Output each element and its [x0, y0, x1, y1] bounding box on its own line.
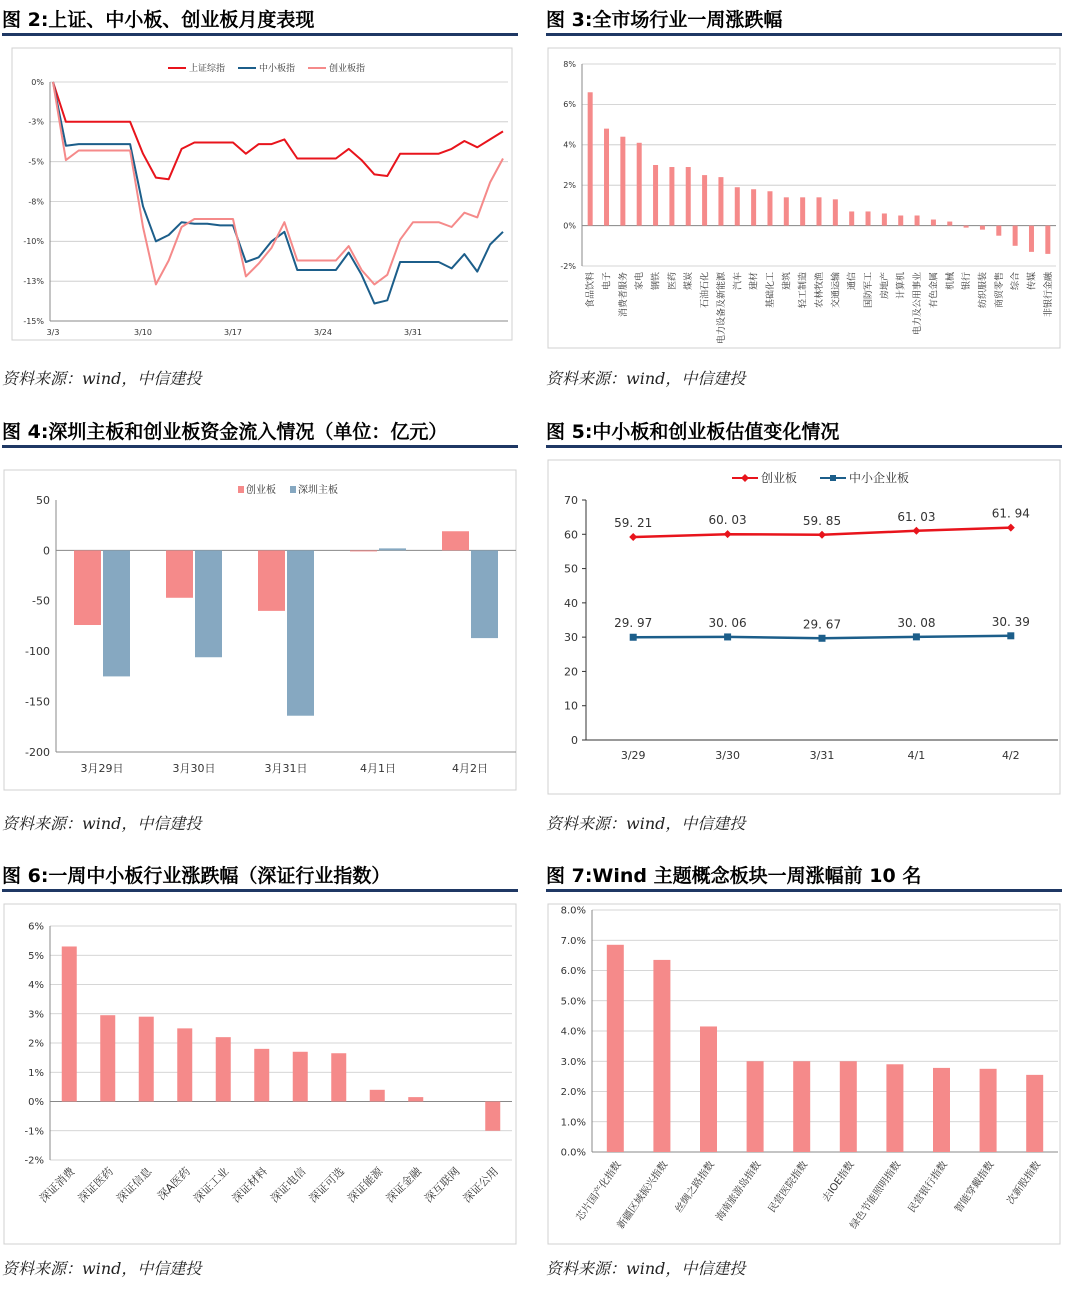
bar: [1029, 226, 1034, 252]
figure-7-panel: [546, 862, 1062, 1287]
y-tick-label: 50: [564, 562, 578, 576]
bar: [886, 1064, 903, 1152]
x-tick-label: 3月31日: [264, 762, 308, 775]
bar: [980, 1069, 997, 1152]
x-tick-label: 计算机: [896, 272, 907, 300]
data-point: [724, 530, 732, 538]
bar: [620, 137, 625, 226]
bar: [370, 1090, 385, 1102]
bar: [964, 226, 969, 228]
data-point: [1007, 632, 1014, 639]
figure-3-chart: [546, 46, 1062, 351]
bar-shenzhen-main: [195, 550, 222, 657]
bar: [817, 197, 822, 225]
y-tick-label: 1.0%: [560, 1117, 586, 1129]
bar: [588, 92, 593, 225]
bar: [767, 191, 772, 225]
x-tick-label: 深证信息: [114, 1164, 155, 1206]
bar: [751, 189, 756, 225]
x-tick-label: 石油石化: [700, 272, 711, 309]
x-tick-label: 深证医药: [75, 1164, 116, 1206]
bar: [931, 220, 936, 226]
x-tick-label: 3月30日: [172, 762, 216, 775]
bar: [331, 1053, 346, 1101]
bar: [718, 177, 723, 225]
y-tick-label: 1%: [28, 1067, 44, 1079]
figure-6-panel: [2, 862, 518, 1287]
x-tick-label: 煤炭: [684, 272, 695, 291]
bar: [607, 945, 624, 1152]
bar: [793, 1061, 810, 1152]
x-tick-label: 智能穿戴指数: [953, 1159, 997, 1215]
bar-chuangye: [74, 550, 101, 625]
y-tick-label: 4.0%: [560, 1026, 586, 1038]
x-tick-label: 深证能源: [345, 1164, 386, 1206]
chart-frame: [12, 48, 512, 340]
y-tick-label: 8%: [563, 59, 576, 69]
x-tick-label: 医药: [667, 272, 678, 291]
data-point: [913, 633, 920, 640]
y-tick-label: 7.0%: [560, 935, 586, 947]
x-tick-label: 4月2日: [452, 762, 488, 775]
y-tick-label: 0%: [31, 77, 44, 87]
bar: [653, 960, 670, 1152]
x-tick-label: 深证消费: [37, 1164, 78, 1206]
x-tick-label: 次新股指数: [1005, 1159, 1044, 1207]
legend-marker: [830, 475, 836, 481]
legend-label: 中小板指: [259, 64, 296, 74]
x-tick-label: 汽车: [733, 272, 744, 291]
y-tick-label: 6%: [28, 921, 44, 933]
series-line-3: [53, 82, 503, 284]
data-point: [818, 531, 826, 539]
bar: [996, 226, 1001, 236]
x-tick-label: 钢铁: [651, 272, 662, 291]
data-label: 29. 97: [614, 616, 653, 631]
y-tick-label: -2%: [24, 1155, 44, 1167]
bar-chuangye: [350, 550, 377, 551]
y-tick-label: 2.0%: [560, 1087, 586, 1098]
figure-6-source: 资料来源：wind，中信建投: [2, 1259, 202, 1278]
bar-chuangye: [442, 531, 469, 550]
bar: [898, 216, 903, 226]
data-point: [630, 634, 637, 641]
y-tick-label: -15%: [23, 316, 44, 326]
figure-7-chart: [546, 902, 1062, 1247]
data-point: [819, 635, 826, 642]
bar: [408, 1097, 423, 1101]
y-tick-label: 50: [36, 493, 50, 507]
bar: [849, 211, 854, 225]
figure-4-chart: [2, 468, 518, 798]
bar-chuangye: [166, 550, 193, 597]
y-tick-label: 0.0%: [560, 1147, 586, 1159]
x-tick-label: 深A医药: [155, 1164, 193, 1203]
y-tick-label: -50: [32, 594, 50, 608]
x-tick-label: 综合: [1011, 272, 1022, 291]
x-tick-label: 基础化工: [765, 272, 776, 309]
figure-7-plot: [546, 902, 1062, 1247]
series-line-2: [53, 82, 503, 304]
x-tick-label: 海南旅游岛指数: [714, 1159, 764, 1224]
y-tick-label: 6%: [563, 100, 576, 110]
x-tick-label: 深证可选: [306, 1164, 347, 1206]
figure-4-panel: [2, 418, 518, 838]
x-tick-label: 新疆区域振兴指数: [615, 1159, 671, 1232]
x-tick-label: 传媒: [1027, 272, 1038, 291]
y-tick-label: -1%: [24, 1126, 44, 1138]
x-tick-label: 3/31: [809, 749, 835, 762]
y-tick-label: 3.0%: [560, 1056, 586, 1068]
x-tick-label: 去IOE指数: [820, 1159, 857, 1205]
bar: [653, 165, 658, 226]
x-tick-label: 电力及公用事业: [913, 272, 924, 336]
data-point: [629, 533, 637, 541]
bar: [485, 1102, 500, 1131]
bar: [980, 226, 985, 230]
y-tick-label: -200: [25, 745, 50, 759]
x-tick-label: 深证金融: [383, 1164, 424, 1206]
data-label: 59. 21: [614, 515, 653, 530]
bar: [1045, 226, 1050, 254]
bar: [747, 1061, 764, 1152]
bar: [947, 222, 952, 226]
legend-label: 创业板: [246, 485, 276, 496]
x-tick-label: 交通运输: [831, 272, 842, 309]
x-tick-label: 绿色节能照明指数: [848, 1159, 904, 1232]
data-label: 61. 94: [991, 506, 1030, 521]
data-point: [1007, 524, 1015, 532]
y-tick-label: 2%: [563, 181, 576, 190]
x-tick-label: 建材: [749, 272, 760, 291]
x-tick-label: 轻工制造: [798, 272, 809, 309]
x-tick-label: 4/2: [1001, 749, 1020, 762]
bar: [800, 197, 805, 225]
data-label: 30. 06: [708, 615, 747, 630]
figure-5-plot: [546, 458, 1062, 798]
bar-shenzhen-main: [103, 550, 130, 676]
x-tick-label: 3/24: [314, 328, 332, 337]
figure-3-title: 图 3:全市场行业一周涨跌幅: [546, 6, 1062, 36]
bar: [216, 1037, 231, 1101]
figure-6-plot: [2, 902, 518, 1247]
y-tick-label: 10: [564, 699, 578, 713]
figure-3-plot: [546, 46, 1062, 351]
y-tick-label: -13%: [23, 276, 44, 286]
figure-6-title: 图 6:一周中小板行业涨跌幅（深证行业指数）: [2, 862, 518, 892]
bar: [293, 1052, 308, 1102]
figure-7-title: 图 7:Wind 主题概念板块一周涨幅前 10 名: [546, 862, 1062, 892]
y-tick-label: 0%: [28, 1097, 44, 1108]
data-label: 60. 03: [708, 513, 747, 528]
x-tick-label: 银行: [962, 272, 973, 291]
data-label: 59. 85: [802, 513, 842, 528]
bar: [604, 129, 609, 226]
x-tick-label: 农林牧渔: [815, 272, 825, 309]
x-tick-label: 通信: [847, 272, 858, 291]
x-tick-label: 国防军工: [864, 272, 875, 309]
figure-2-title: 图 2:上证、中小板、创业板月度表现: [2, 6, 518, 36]
legend-label: 深圳主板: [298, 485, 338, 496]
y-tick-label: 0: [571, 734, 578, 747]
figure-2-panel: [2, 6, 518, 401]
bar: [933, 1068, 950, 1152]
bar: [882, 213, 887, 225]
y-tick-label: 5.0%: [560, 996, 586, 1008]
y-tick-label: -150: [25, 695, 50, 709]
legend-swatch: [290, 486, 296, 493]
x-tick-label: 4/1: [907, 749, 926, 762]
bar: [139, 1017, 154, 1102]
x-tick-label: 电力设备及新能源: [716, 272, 727, 345]
figure-3-panel: [546, 6, 1062, 401]
chart-frame: [4, 470, 516, 790]
x-tick-label: 深互联网: [422, 1164, 463, 1206]
y-tick-label: 3%: [28, 1009, 44, 1021]
x-tick-label: 3/3: [46, 328, 60, 337]
data-label: 30. 08: [897, 615, 936, 630]
legend-label: 创业板: [761, 471, 798, 485]
x-tick-label: 消费者服务: [618, 272, 629, 318]
figure-6-chart: [2, 902, 518, 1247]
y-tick-label: 70: [564, 494, 578, 507]
bar: [735, 187, 740, 225]
x-tick-label: 3月29日: [80, 762, 124, 775]
bar: [62, 946, 77, 1101]
figure-7-source: 资料来源：wind，中信建投: [546, 1259, 746, 1278]
bar-shenzhen-main: [379, 548, 406, 550]
bar: [1013, 226, 1018, 246]
bar: [254, 1049, 269, 1102]
y-tick-label: 0: [43, 544, 50, 558]
legend-label: 创业板指: [329, 64, 366, 74]
figure-5-chart: [546, 458, 1062, 798]
x-tick-label: 民营银行指数: [906, 1159, 950, 1215]
x-tick-label: 建筑: [782, 272, 793, 291]
figure-2-chart: [2, 46, 518, 346]
y-tick-label: 40: [564, 596, 578, 610]
y-tick-label: 30: [564, 631, 578, 645]
x-tick-label: 非银行金融: [1043, 272, 1054, 318]
x-tick-label: 3/29: [620, 749, 646, 762]
bar: [686, 167, 691, 226]
y-tick-label: 8.0%: [560, 905, 586, 917]
x-tick-label: 纺织服装: [978, 272, 989, 309]
figure-3-source: 资料来源：wind，中信建投: [546, 369, 746, 388]
y-tick-label: -8%: [28, 197, 44, 207]
series-line-1: [53, 82, 503, 179]
figure-5-source: 资料来源：wind，中信建投: [546, 814, 746, 833]
data-point: [912, 527, 920, 535]
y-tick-label: 2%: [28, 1038, 44, 1050]
x-tick-label: 房地产: [880, 272, 891, 300]
bar: [637, 143, 642, 226]
x-tick-label: 芯片国产化指数: [574, 1159, 624, 1224]
bar-shenzhen-main: [471, 550, 498, 638]
bar: [1026, 1075, 1043, 1152]
legend-marker: [741, 474, 749, 482]
bar: [700, 1026, 717, 1152]
y-tick-label: -100: [25, 645, 50, 659]
y-tick-label: -10%: [23, 237, 44, 247]
x-tick-label: 3/10: [134, 328, 152, 337]
bar: [177, 1028, 192, 1101]
x-tick-label: 深证材料: [229, 1164, 270, 1206]
data-label: 30. 39: [991, 614, 1030, 629]
y-tick-label: -5%: [28, 157, 44, 167]
x-tick-label: 深证公用: [460, 1164, 501, 1206]
bar: [669, 167, 674, 226]
y-tick-label: -2%: [560, 261, 576, 271]
figure-5-title: 图 5:中小板和创业板估值变化情况: [546, 418, 1062, 448]
x-tick-label: 4月1日: [360, 762, 396, 775]
bar: [833, 199, 838, 225]
y-tick-label: 6.0%: [560, 966, 586, 977]
x-tick-label: 丝绸之路指数: [673, 1159, 717, 1215]
x-tick-label: 商贸零售: [994, 272, 1005, 309]
x-tick-label: 3/30: [715, 749, 740, 762]
bar: [840, 1061, 857, 1152]
legend-label: 中小企业板: [849, 471, 910, 485]
bar: [100, 1015, 115, 1101]
y-tick-label: 4%: [563, 140, 576, 150]
x-tick-label: 深证工业: [191, 1164, 232, 1206]
bar: [784, 197, 789, 225]
x-tick-label: 3/31: [404, 328, 422, 337]
figure-5-panel: [546, 418, 1062, 838]
data-label: 61. 03: [897, 509, 936, 524]
figure-2-source: 资料来源：wind，中信建投: [2, 369, 202, 388]
bar: [866, 211, 871, 225]
data-point: [724, 633, 731, 640]
y-tick-label: -3%: [28, 117, 44, 127]
bar: [702, 175, 707, 226]
bar: [915, 216, 920, 226]
x-tick-label: 机械: [945, 272, 956, 291]
y-tick-label: 4%: [28, 980, 44, 991]
x-tick-label: 食品饮料: [586, 272, 597, 309]
figure-4-source: 资料来源：wind，中信建投: [2, 814, 202, 833]
data-label: 29. 67: [802, 617, 842, 632]
x-tick-label: 家电: [635, 272, 646, 291]
figure-4-title: 图 4:深圳主板和创业板资金流入情况（单位：亿元）: [2, 418, 518, 448]
y-tick-label: 0%: [563, 221, 576, 231]
legend-swatch: [238, 486, 244, 493]
figure-4-plot: [2, 468, 518, 798]
legend-label: 上证综指: [189, 64, 226, 74]
x-tick-label: 有色金属: [929, 272, 940, 309]
x-tick-label: 电子: [602, 272, 613, 291]
bar-shenzhen-main: [287, 550, 314, 715]
bar-chuangye: [258, 550, 285, 610]
x-tick-label: 3/17: [224, 328, 242, 337]
y-tick-label: 20: [564, 665, 578, 679]
figure-2-plot: [2, 46, 518, 346]
x-tick-label: 民营医院指数: [766, 1159, 811, 1215]
x-tick-label: 深证电信: [268, 1164, 309, 1206]
y-tick-label: 5%: [28, 950, 44, 962]
y-tick-label: 60: [564, 528, 578, 542]
